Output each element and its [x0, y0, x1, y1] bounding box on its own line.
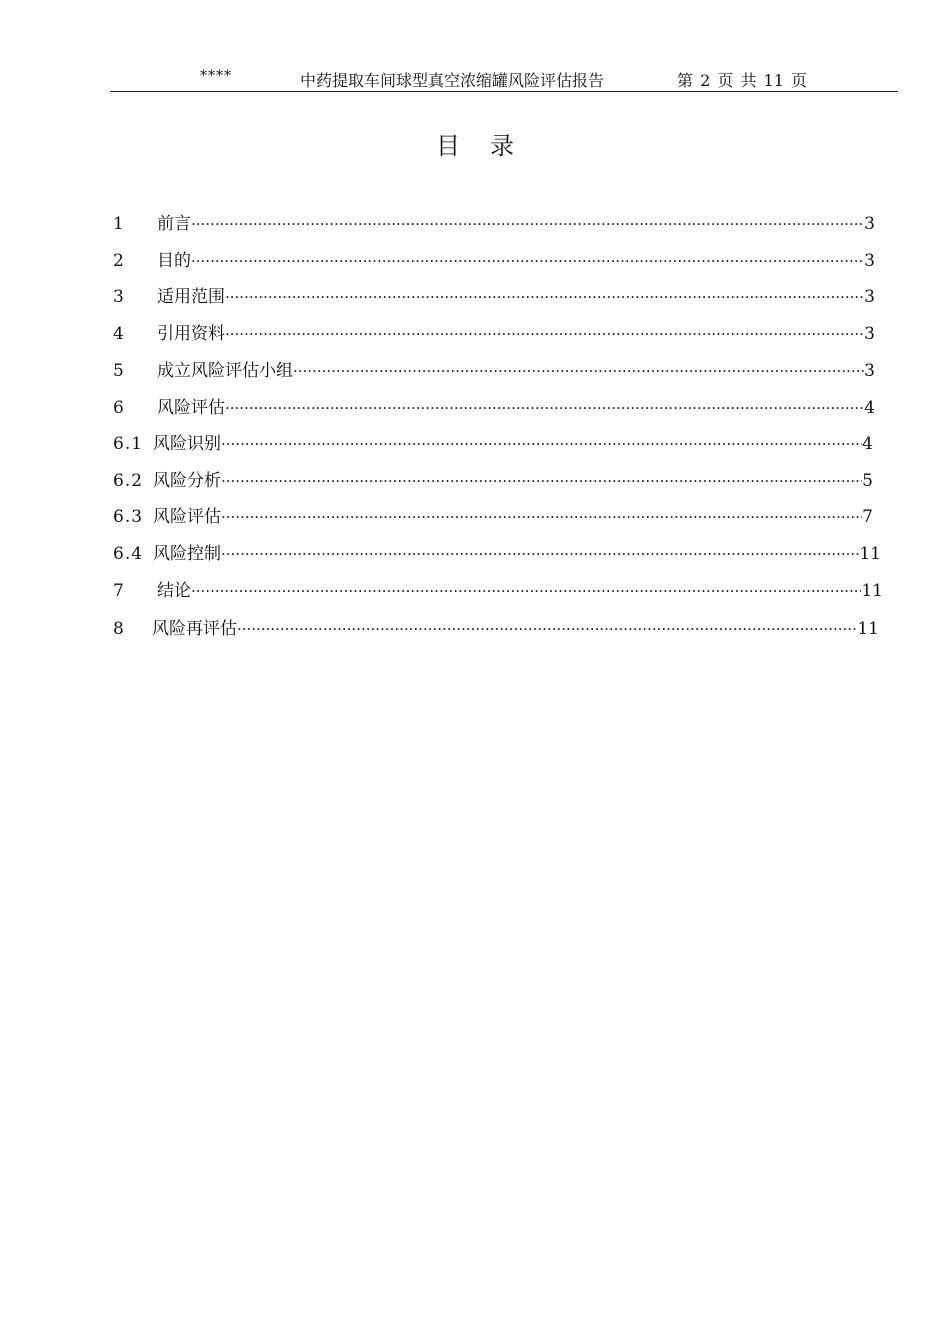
toc-leader-dots — [221, 505, 862, 529]
toc-entry[interactable] — [113, 579, 883, 603]
toc-leader-dots — [293, 359, 864, 383]
toc-leader-dots — [221, 469, 862, 493]
toc-entry-page: 3 — [864, 287, 875, 307]
toc-entry[interactable] — [113, 359, 875, 383]
toc-entry-label: 成立风险评估小组 — [157, 361, 293, 381]
toc-entry-page: 7 — [862, 507, 873, 527]
toc-leader-dots — [225, 322, 864, 346]
toc-entry-page: 11 — [857, 619, 879, 639]
toc-entry-number: 2 — [113, 251, 124, 271]
toc-entry[interactable] — [113, 322, 875, 346]
toc-entry-number: 3 — [113, 287, 124, 307]
toc-entry-label: 目的 — [157, 251, 191, 271]
toc-entry[interactable] — [113, 617, 879, 641]
toc-leader-dots — [191, 579, 861, 603]
document-title: 中药提取车间球型真空浓缩罐风险评估报告 — [300, 71, 605, 90]
toc-entry-label: 风险分析 — [153, 471, 221, 491]
toc-entry-label: 适用范围 — [157, 287, 225, 307]
toc-entry-number: 6.1 — [113, 434, 144, 454]
toc-entry-number: 6 — [113, 398, 124, 418]
toc-entry-label: 引用资料 — [157, 324, 225, 344]
toc-entry-label: 风险评估 — [153, 507, 221, 527]
toc-entry[interactable] — [113, 542, 881, 566]
toc-entry[interactable] — [113, 249, 875, 273]
toc-entry-number: 8 — [113, 619, 124, 639]
toc-entry-number: 4 — [113, 324, 124, 344]
toc-entry-page: 3 — [864, 251, 875, 271]
toc-entry-page: 3 — [864, 214, 875, 234]
toc-leader-dots — [221, 432, 862, 456]
toc-leader-dots — [191, 249, 864, 273]
toc-entry[interactable] — [113, 285, 875, 309]
toc-leader-dots — [225, 285, 864, 309]
toc-entry-label: 风险评估 — [157, 398, 225, 418]
toc-entry[interactable] — [113, 432, 873, 456]
toc-leader-dots — [237, 617, 857, 641]
toc-entry[interactable] — [113, 212, 875, 236]
toc-entry-number: 7 — [113, 581, 124, 601]
toc-entry-label: 风险识别 — [153, 434, 221, 454]
toc-entry-number: 6.3 — [113, 507, 144, 527]
document-code: **** — [200, 68, 232, 84]
toc-entry-page: 4 — [862, 434, 873, 454]
toc-entry-page: 3 — [864, 324, 875, 344]
toc-leader-dots — [221, 542, 859, 566]
toc-entry-page: 4 — [864, 398, 875, 418]
toc-entry-page: 5 — [862, 471, 873, 491]
toc-entry-label: 风险再评估 — [152, 619, 237, 639]
toc-leader-dots — [225, 396, 864, 420]
toc-entry-number: 5 — [113, 361, 124, 381]
toc-entry-label: 前言 — [157, 214, 191, 234]
toc-entry-number: 6.2 — [113, 471, 144, 491]
toc-entry-page: 3 — [864, 361, 875, 381]
toc-entry[interactable] — [113, 396, 875, 420]
toc-heading: 目录 — [436, 132, 544, 160]
toc-leader-dots — [191, 212, 864, 236]
toc-entry[interactable] — [113, 469, 873, 493]
toc-entry-page: 11 — [861, 581, 883, 601]
page-header — [110, 60, 898, 92]
toc-entry-number: 1 — [113, 214, 124, 234]
page-number-info: 第 2 页 共 11 页 — [677, 71, 807, 90]
toc-entry-page: 11 — [859, 544, 881, 564]
toc-entry-label: 结论 — [157, 581, 191, 601]
toc-entry[interactable] — [113, 505, 873, 529]
toc-entry-number: 6.4 — [113, 544, 144, 564]
toc-entry-label: 风险控制 — [153, 544, 221, 564]
